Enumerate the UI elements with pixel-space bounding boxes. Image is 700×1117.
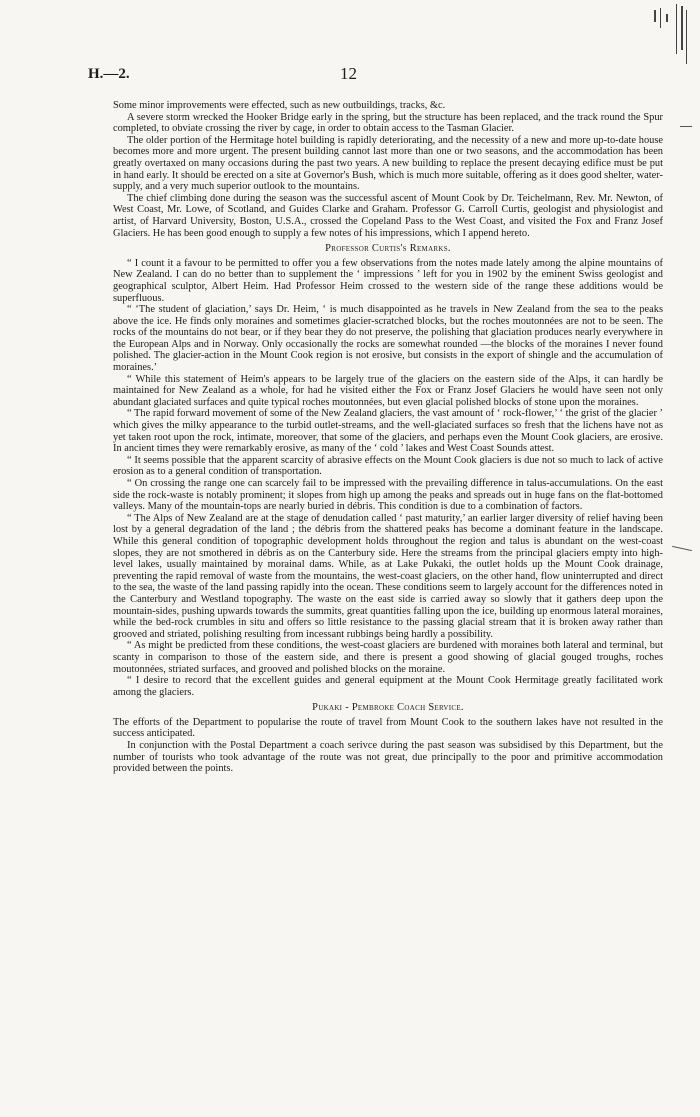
paragraph: “ It seems possible that the apparent scarcity of abrasive effects on the Mount Cook glaciers is due not so much to lack of active erosion as to a general condition of transportation. (113, 454, 663, 478)
paragraph: The chief climbing done during the season was the successful ascent of Mount Cook by Dr. Teichelmann, Rev. Mr. Newton, of West Coast, Mr. Lowe, of Scotland, and Guides Clarke and Graham. Professor G. Carroll Curtis, geologist and physiologist and artist, of Harvard University, Boston, U.S.A., crossed the Copeland Pass to the West Coast, and visited the Fox and Franz Josef Glaciers. He has been good enough to supply a few notes of his impressions, which I append hereto. (113, 192, 663, 239)
paragraph: “ While this statement of Heim's appears to be largely true of the glaciers on the eastern side of the Alps, it can hardly be maintained for New Zealand as a whole, for had he visited either the Fox or Franz Josef Glaciers he would have seen not only abundant glaciated surfaces and quite typical roches moutonnées, but even glacial polished blocks of stone upon the moraines. (113, 373, 663, 408)
paragraph: A severe storm wrecked the Hooker Bridge early in the spring, but the structure has been replaced, and the track round the Spur completed, to obviate crossing the river by cage, in order to obtain access to the Tasman Glacier. (113, 111, 663, 135)
paragraph: “ On crossing the range one can scarcely fail to be impressed with the prevailing difference in talus-accumulations. On the east side the rock-waste is notably prominent; it slopes from high up among the peaks and spreads out in huge fans on the flat-bottomed valleys. Many of the mountain-tops are nearly buried in débris. This condition is due to a combination of factors. (113, 478, 663, 513)
paragraph: “ As might be predicted from these conditions, the west-coast glaciers are burdened with moraines both lateral and terminal, but scanty in comparison to those of the eastern side, and there is present a good showing of glacial gouged troughs, roches moutonnées, striated surfaces, and grooved and polished blocks on the moraine. (113, 640, 663, 675)
document-body (113, 100, 663, 775)
paragraph: The older portion of the Hermitage hotel building is rapidly deteriorating, and the necessity of a new and more up-to-date house becomes more and more urgent. The present building cannot last more than one or two seasons, and the accommodation has been greatly overtaxed on many occasions during the past two years. A new building to replace the present decaying edifice must be put in hand early. It should be erected on a site at Governor's Bush, which is much more suitable, offering as it does good shelter, water-supply, and a very much superior outlook to the mountains. (113, 134, 663, 193)
section-heading: Professor Curtis's Remarks. (325, 243, 451, 255)
page-number: 12 (340, 64, 357, 83)
paragraph: Some minor improvements were effected, such as new outbuildings, tracks, &c. (113, 100, 446, 111)
document-reference: H.—2. (88, 66, 130, 82)
paragraph: The efforts of the Department to popularise the route of travel from Mount Cook to the southern lakes have not resulted in the success anticipated. (113, 716, 663, 740)
margin-tick (680, 126, 692, 127)
paragraph: “ I count it a favour to be permitted to offer you a few observations from the notes made lately among the alpine mountains of New Zealand. I can do no better than to supplement the ‘ impressions ’ left for you in 1902 by the eminent Swiss geologist and geographical sculptor, Albert Heim. Had Professor Heim crossed to the western side of the range these additions would be superfluous. (113, 257, 663, 304)
scan-edge-marks (646, 4, 696, 64)
margin-tick (672, 546, 692, 551)
page-header (88, 66, 648, 86)
paragraph: “ The rapid forward movement of some of the New Zealand glaciers, the vast amount of ‘ rock-flower,’ ‘ the grist of the glacier ’ which gives the milky appearance to the turbid outlet-streams, and the well-glaciated surfaces so fresh that the lichens have not as yet taken root upon the rock, intimate, moreover, that some of the glaciers, and perhaps even the Mount Cook glaciers, are erosive. In ancient times they were remarkably erosive, as many of the ‘ cold ’ lakes and West Coast Sounds attest. (113, 408, 663, 455)
paragraph: In conjunction with the Postal Department a coach serivce during the past season was subsidised by this Department, but the number of tourists who took advantage of the route was not great, due principally to the poor and primitive accommodation provided between the points. (113, 740, 663, 775)
paragraph: “ The Alps of New Zealand are at the stage of denudation called ‘ past maturity,’ an earlier larger diversity of relief having been lost by a general degradation of the land ; the débris from the shattered peaks has become a dominant feature in the landscape. While this general condition of topographic development holds throughout the region and talus is abundant on the west-coast slopes, they are not smothered in débris as on the Canterbury side. Here the streams from the principal glaciers empty into high-level lakes, usually maintained by morainal dams. While, as at Lake Pukaki, the outlet holds up the Mount Cook drainage, preventing the rapid removal of waste from the mountains, the west-coast glaciers, on the other hand, flow uninterrupted and direct to the sea, the waste of the land passing rapidly into the ocean. These conditions seem to largely account for the differences noted in the Canterbury and Westland topography. The waste on the east side is carried away so slowly that it gathers deep upon the mountain-sides, pushing upwards towards the summits, great quantities falling upon the ice, building up enormous lateral moraines, while the bed-rock crumbles in situ and offers so little resistance to the passing glacial stream that it is broken away rather than grooved and striated, polishing resulting from incessant rubbings being hardly a possibility. (113, 512, 663, 640)
paragraph: “ ‘The student of glaciation,’ says Dr. Heim, ‘ is much disappointed as he travels in New Zealand from the sea to the peaks above the ice. He finds only moraines and sometimes glacier-scratched blocks, but the roches moutonnées are not to be seen. The rocks of the mountains do not bear, or if they bear they do not preserve, the polishing that glaciation produces nearly everywhere in the European Alps and in Norway. Only occasionally the rocks are somewhat rounded —the blocks of the moraines I never found polished. The glacier-action in the Mount Cook region is not erosive, but consists in the export of shingle and the accumulation of moraines.’ (113, 304, 663, 374)
section-heading: Pukaki - Pembroke Coach Service. (312, 702, 464, 714)
paragraph: “ I desire to record that the excellent guides and general equipment at the Mount Cook Hermitage greatly facilitated work among the glaciers. (113, 675, 663, 698)
